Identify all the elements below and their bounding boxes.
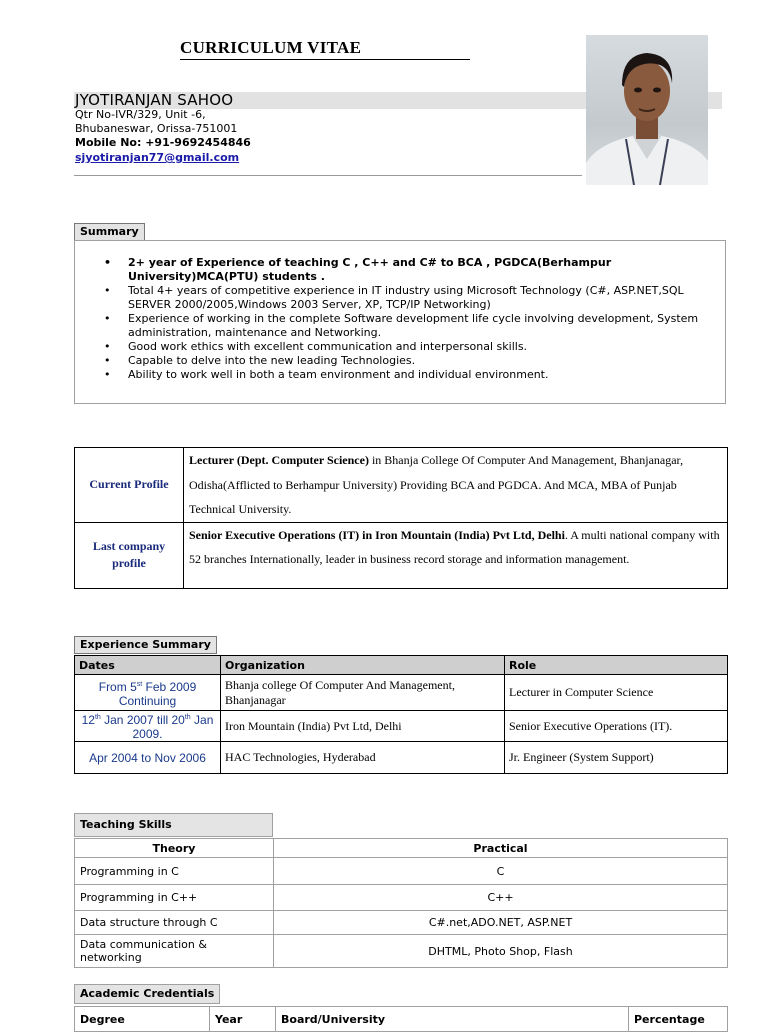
theory-cell: Data structure through C xyxy=(75,911,274,935)
summary-heading: Summary xyxy=(74,223,145,241)
last-company-title: Senior Executive Operations (IT) in Iron Mountain (India) Pvt Ltd, Delhi xyxy=(189,527,565,542)
table-header-row xyxy=(75,656,728,675)
column-header: Dates xyxy=(75,656,221,675)
column-header: Percentage xyxy=(629,1007,728,1032)
date-text: Jan 2009. xyxy=(132,713,214,741)
current-profile-description: in Bhanja College Of Computer And Management, Bhanjanagar, Odisha(Afflicted to Berhampur University) Providing BCA and PGDCA. And MCA, MBA of Punjab Technical University. xyxy=(189,453,684,516)
summary-item: • Ability to work well in both a team environment and individual environment. xyxy=(104,368,704,382)
table-row xyxy=(75,885,728,911)
column-header: Year xyxy=(210,1007,276,1032)
table-row xyxy=(75,675,728,711)
address-line-1: Qtr No-IVR/329, Unit -6, xyxy=(75,108,206,121)
practical-cell: DHTML, Photo Shop, Flash xyxy=(274,935,728,968)
current-profile-text xyxy=(184,448,728,523)
column-header: Role xyxy=(505,656,728,675)
table-row xyxy=(75,522,728,588)
role-cell: Jr. Engineer (System Support) xyxy=(505,742,728,774)
profile-table xyxy=(74,447,728,589)
column-header: Theory xyxy=(75,839,274,858)
date-ordinal: st xyxy=(136,680,143,688)
date-ordinal: th xyxy=(94,714,101,721)
mobile-number: Mobile No: +91-9692454846 xyxy=(75,136,251,149)
theory-cell: Programming in C++ xyxy=(75,885,274,911)
table-row xyxy=(75,911,728,935)
summary-item: • 2+ year of Experience of teaching C , C++ and C# to BCA , PGDCA(Berhampur University)MCA(PTU) students . xyxy=(104,256,704,284)
header-divider xyxy=(74,175,582,176)
organization-cell: Iron Mountain (India) Pvt Ltd, Delhi xyxy=(221,711,505,742)
date-text: From 5 xyxy=(98,679,137,694)
date-cell xyxy=(75,711,221,742)
profile-photo xyxy=(586,35,708,185)
table-header-row xyxy=(75,839,728,858)
date-cell: Apr 2004 to Nov 2006 xyxy=(75,742,221,774)
academic-table xyxy=(74,1006,728,1032)
current-profile-label: Current Profile xyxy=(75,448,184,523)
teaching-heading: Teaching Skills xyxy=(74,813,273,837)
date-ordinal: th xyxy=(184,714,191,721)
address-line-2: Bhubaneswar, Orissa-751001 xyxy=(75,122,238,135)
last-company-description: . A multi national company with 52 branches Internationally, leader in business record storage and information management. xyxy=(189,527,720,566)
theory-cell: Data communication & networking xyxy=(75,935,274,968)
experience-table xyxy=(74,655,728,774)
email-link[interactable]: sjyotiranjan77@gmail.com xyxy=(75,151,240,164)
teaching-table xyxy=(74,838,728,968)
last-company-text xyxy=(184,522,728,588)
summary-item: • Experience of working in the complete Software development life cycle involving development, System administration, maintenance and Networking. xyxy=(104,312,704,340)
date-text: Feb 2009 Continuing xyxy=(118,679,197,708)
table-row xyxy=(75,448,728,523)
summary-item: • Good work ethics with excellent communication and interpersonal skills. xyxy=(104,340,704,354)
column-header: Board/University xyxy=(276,1007,629,1032)
table-row xyxy=(75,935,728,968)
last-company-label: Last company profile xyxy=(75,522,184,588)
table-row xyxy=(75,711,728,742)
date-text: 12 xyxy=(81,713,95,727)
table-row xyxy=(75,858,728,885)
column-header: Practical xyxy=(274,839,728,858)
summary-item: • Total 4+ years of competitive experience in IT industry using Microsoft Technology (C#, ASP.NET,SQL SERVER 2000/2005,Windows 2003 Server, XP, TCP/IP Networking) xyxy=(104,284,704,312)
candidate-name: JYOTIRANJAN SAHOO xyxy=(75,91,234,109)
role-cell: Lecturer in Computer Science xyxy=(505,675,728,711)
table-row xyxy=(75,742,728,774)
column-header: Organization xyxy=(221,656,505,675)
role-cell: Senior Executive Operations (IT). xyxy=(505,711,728,742)
organization-cell: HAC Technologies, Hyderabad xyxy=(221,742,505,774)
organization-cell: Bhanja college Of Computer And Management, Bhanjanagar xyxy=(221,675,505,711)
summary-item: • Capable to delve into the new leading Technologies. xyxy=(104,354,704,368)
summary-list xyxy=(104,256,704,382)
practical-cell: C++ xyxy=(274,885,728,911)
current-profile-title: Lecturer (Dept. Computer Science) xyxy=(189,453,369,467)
column-header: Degree xyxy=(75,1007,210,1032)
person-portrait-icon xyxy=(586,35,708,185)
date-text: Jan 2007 till 20 xyxy=(100,713,185,727)
experience-heading: Experience Summary xyxy=(74,636,217,654)
practical-cell: C#.net,ADO.NET, ASP.NET xyxy=(274,911,728,935)
date-cell xyxy=(75,675,221,711)
theory-cell: Programming in C xyxy=(75,858,274,885)
academic-heading: Academic Credentials xyxy=(74,984,220,1004)
table-header-row xyxy=(75,1007,728,1032)
document-title: CURRICULUM VITAE xyxy=(180,38,470,60)
practical-cell: C xyxy=(274,858,728,885)
